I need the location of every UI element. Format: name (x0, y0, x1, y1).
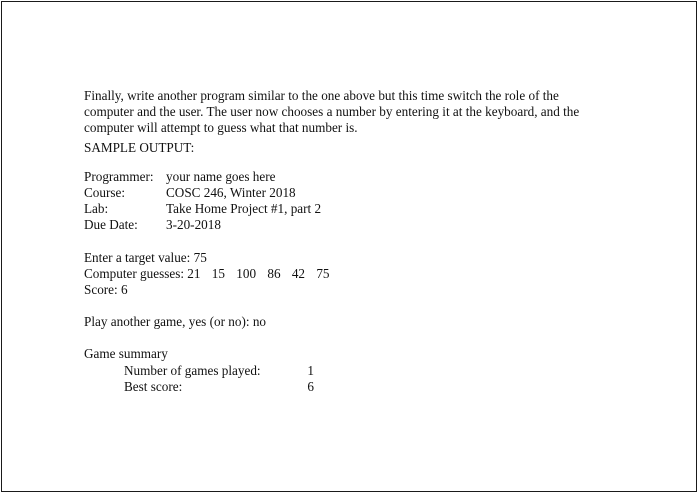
intro-paragraph (84, 88, 624, 137)
course-label: Course: (84, 185, 126, 200)
course-value: COSC 246, Winter 2018 (166, 185, 296, 200)
lab-label: Lab: (84, 201, 109, 217)
document-content (84, 88, 624, 395)
score-line: Score: 6 (84, 281, 128, 297)
intro-line-1: Finally, write another program similar to the one above but this time switch the role of the (84, 88, 559, 103)
game-summary-title: Game summary (84, 346, 168, 362)
programmer-label: Programmer: (84, 168, 154, 184)
target-prompt-line: Enter a target value: 75 (84, 249, 207, 265)
lab-row (84, 201, 624, 217)
guesses-line (84, 266, 624, 282)
program-header-block (84, 169, 624, 234)
due-date-value: 3-20-2018 (166, 217, 221, 233)
guess-value: 86 (267, 265, 281, 281)
intro-line-2: computer and the user. The user now chooses a number by entering it at the keyboard, and the (84, 104, 580, 120)
play-again-line: Play another game, yes (or no): no (84, 314, 267, 330)
sample-output-heading: SAMPLE OUTPUT: (84, 139, 195, 155)
best-score-row (84, 379, 624, 395)
due-date-row (84, 217, 624, 233)
games-played-row (84, 363, 624, 379)
programmer-row (84, 169, 624, 185)
document-page (1, 1, 697, 492)
games-played-value: 1 (307, 362, 314, 378)
programmer-value: your name goes here (166, 168, 276, 184)
intro-line-3: computer will attempt to guess what that number is. (84, 120, 358, 136)
due-date-label: Due Date: (84, 217, 138, 233)
game-summary-block (84, 346, 624, 395)
guess-value: 42 (291, 265, 306, 281)
guesses-label: Computer guesses: (84, 265, 184, 281)
lab-value: Take Home Project #1, part 2 (166, 201, 322, 217)
best-score-label: Best score: (124, 378, 183, 394)
guess-value: 100 (236, 265, 257, 281)
course-row (84, 185, 624, 201)
best-score-value: 6 (307, 378, 314, 394)
guess-value: 75 (316, 265, 330, 281)
game-output-block (84, 250, 624, 299)
guess-value: 21 (187, 265, 201, 281)
guess-value: 15 (211, 265, 225, 281)
games-played-label: Number of games played: (124, 362, 261, 378)
